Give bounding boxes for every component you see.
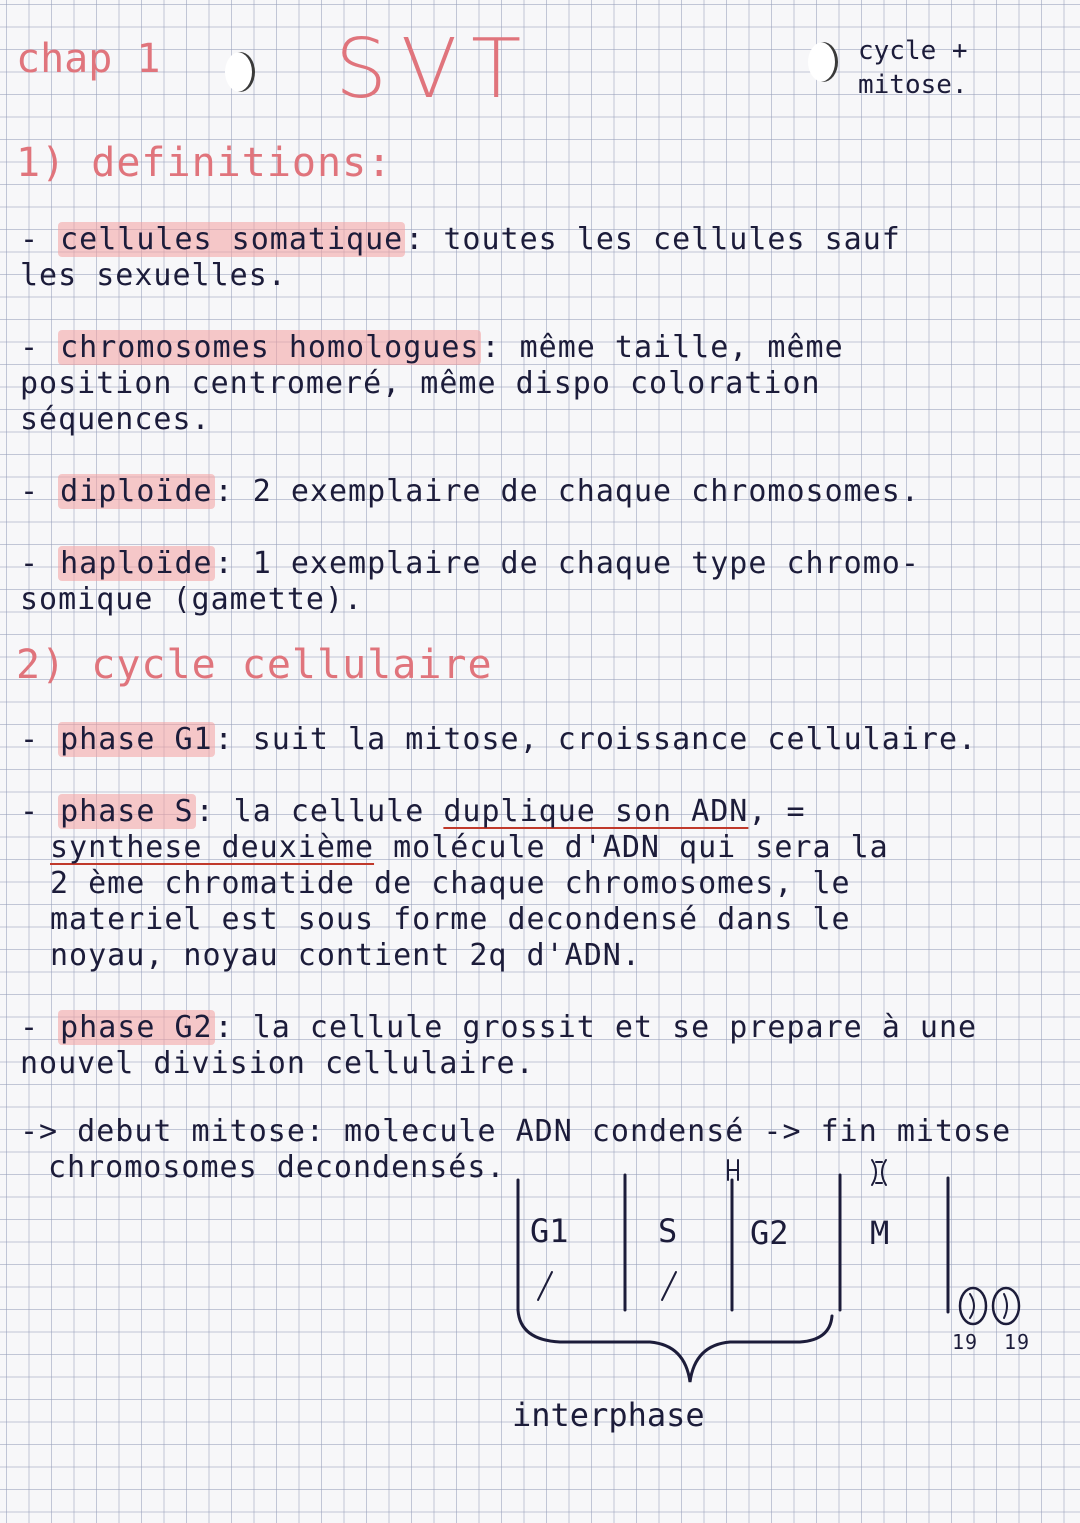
phase-s: - phase S: la cellule duplique son ADN, =: [20, 794, 806, 829]
term-homologous: chromosomes homologues: [60, 330, 480, 365]
chromosome-h-icon: [728, 1160, 738, 1180]
def-somatic-1: : toutes les cellules sauf: [405, 222, 901, 257]
page-title: SVT: [335, 22, 536, 117]
mitosis-note-1: -> debut mitose: molecule ADN condensé -> fin mitose: [20, 1114, 1012, 1149]
def-homologous-1: : même taille, même: [481, 330, 844, 365]
definition-somatic: - cellules somatique: toutes les cellules sauf: [20, 222, 901, 257]
topic-line-1: cycle +: [858, 36, 968, 66]
count-label-2: 19: [1004, 1330, 1031, 1354]
term-g1: phase G1: [60, 722, 213, 757]
phase-label-g1: G1: [530, 1212, 569, 1250]
slash-g1: [538, 1272, 552, 1300]
term-s: phase S: [60, 794, 194, 829]
section2-title: 2) cycle cellulaire: [16, 642, 493, 688]
definition-diploid: - diploïde: 2 exemplaire de chaque chromosomes.: [20, 474, 920, 509]
definition-homologous: - chromosomes homologues: même taille, même: [20, 330, 844, 365]
def-g1: : suit la mitose, croissance cellulaire.: [214, 722, 978, 757]
def-s-4: materiel est sous forme decondensé dans le: [50, 902, 851, 937]
term-somatic: cellules somatique: [60, 222, 404, 257]
def-s-2b: molécule d'ADN qui sera la: [374, 830, 889, 865]
phase-label-s: S: [658, 1212, 678, 1250]
phase-label-m: M: [870, 1214, 890, 1252]
def-s-1b: duplique son ADN: [443, 794, 749, 829]
interphase-brace: [518, 1310, 832, 1382]
def-diploid-1: : 2 exemplaire de chaque chromosomes.: [214, 474, 920, 509]
def-somatic-2: les sexuelles.: [20, 258, 287, 293]
definition-haploid: - haploïde: 1 exemplaire de chaque type chromo-: [20, 546, 920, 581]
term-g2: phase G2: [60, 1010, 213, 1045]
mitosis-note-2: chromosomes decondensés.: [48, 1150, 506, 1185]
def-homologous-3: séquences.: [20, 402, 211, 437]
def-haploid-2: somique (gamette).: [20, 582, 364, 617]
count-label-1: 19: [952, 1330, 979, 1354]
def-g2-2: nouvel division cellulaire.: [20, 1046, 535, 1081]
def-s-2a: synthese deuxième: [50, 830, 375, 865]
topic-line-2: mitose.: [858, 70, 968, 100]
chapter-label: chap 1: [16, 36, 161, 82]
def-s-5: noyau, noyau contient 2q d'ADN.: [50, 938, 641, 973]
chromosome-split-icon: [872, 1160, 886, 1185]
def-s-1a: : la cellule: [195, 794, 444, 829]
def-s-3: 2 ème chromatide de chaque chromosomes, le: [50, 866, 851, 901]
phase-g1: - phase G1: suit la mitose, croissance cellulaire.: [20, 722, 978, 757]
def-homologous-2: position centromeré, même dispo coloration: [20, 366, 821, 401]
def-g2-1: : la cellule grossit et se prepare à une: [214, 1010, 978, 1045]
def-haploid-1: : 1 exemplaire de chaque type chromo-: [214, 546, 920, 581]
interphase-label: interphase: [512, 1396, 705, 1434]
phase-g2: - phase G2: la cellule grossit et se prepare à une: [20, 1010, 978, 1045]
term-diploid: diploïde: [60, 474, 213, 509]
section1-title: 1) definitions:: [16, 140, 393, 186]
phase-label-g2: G2: [750, 1214, 789, 1252]
def-s-1c: , =: [748, 794, 806, 829]
term-haploid: haploïde: [60, 546, 213, 581]
slash-s: [662, 1272, 676, 1300]
